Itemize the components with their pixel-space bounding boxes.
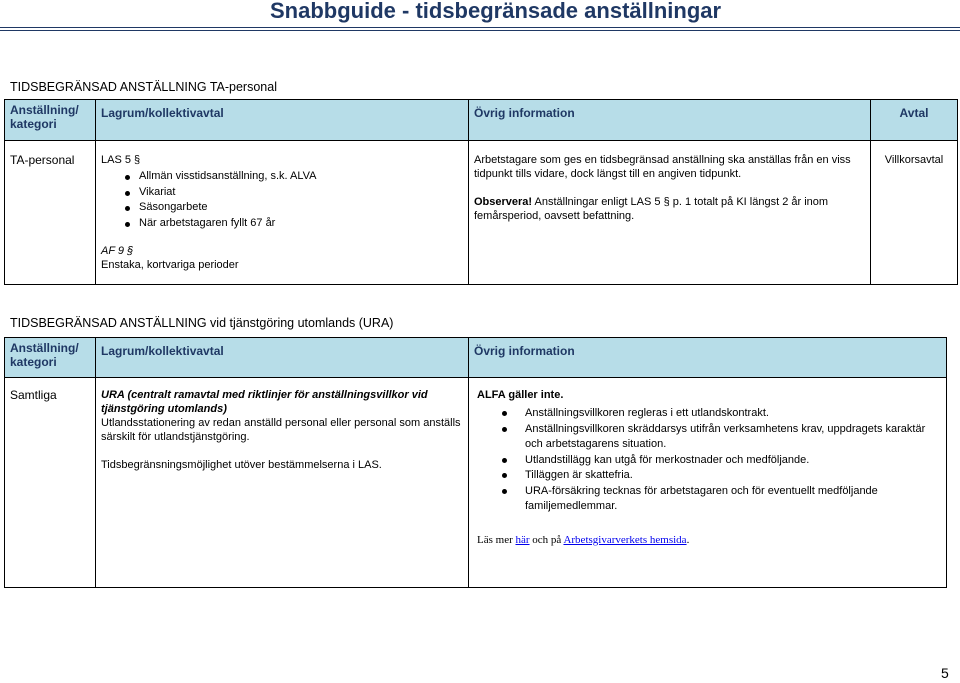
- title-rule-2: [0, 30, 960, 31]
- header-lagrum: Lagrum/kollektivavtal: [101, 344, 224, 358]
- las-reference: LAS 5 §: [101, 154, 141, 166]
- bullet-icon: [502, 411, 507, 416]
- read-more: Läs mer här och på Arbetsgivarverkets hemsida.: [477, 533, 690, 546]
- ura-note: Tidsbegränsningsmöjlighet utöver bestämmelserna i LAS.: [101, 459, 382, 471]
- info-note: [474, 195, 865, 223]
- category-cell: Samtliga: [10, 388, 57, 402]
- category-cell: TA-personal: [10, 153, 75, 167]
- af-reference: AF 9 §: [101, 245, 134, 257]
- page-number: 5: [941, 665, 949, 681]
- table-row: [5, 378, 947, 588]
- header-info: Övrig information: [474, 344, 575, 358]
- header-avtal: Avtal: [899, 106, 929, 120]
- header-category-line1: Anställning/: [10, 341, 79, 355]
- bullet-icon: [502, 458, 507, 463]
- bullet-icon: [502, 427, 507, 432]
- title-rule: [0, 27, 960, 28]
- table-header-row: [5, 338, 947, 378]
- bullet-icon: [125, 191, 130, 196]
- header-lagrum: Lagrum/kollektivavtal: [101, 106, 224, 120]
- header-category-line2: kategori: [10, 355, 57, 369]
- bullet-icon: [502, 489, 507, 494]
- list-item: URA-försäkring tecknas för arbetstagaren och för eventuellt medföljande familjemedlemmar.: [525, 484, 941, 515]
- section2-heading: TIDSBEGRÄNSAD ANSTÄLLNING vid tjänstgöring utomlands (URA): [10, 316, 394, 330]
- bullet-icon: [502, 473, 507, 478]
- list-item: Tilläggen är skattefria.: [525, 468, 941, 484]
- bullet-icon: [125, 222, 130, 227]
- section1-heading: TIDSBEGRÄNSAD ANSTÄLLNING TA-personal: [10, 80, 277, 94]
- table-row: [5, 141, 958, 285]
- las-list: [101, 169, 463, 231]
- here-link[interactable]: här: [515, 533, 530, 546]
- header-category-line1: Anställning/: [10, 103, 79, 117]
- page-title: Snabbguide - tidsbegränsade anställningar: [270, 0, 722, 23]
- bullet-icon: [125, 206, 130, 211]
- ura-text: Utlandsstationering av redan anställd personal eller personal som anställs särskilt för utlandstjänstgöring.: [101, 417, 461, 443]
- note-label: Observera!: [474, 196, 533, 208]
- list-item: Utlandstillägg kan utgå för merkostnader och medföljande.: [525, 453, 941, 469]
- agreement-cell: Villkorsavtal: [884, 154, 944, 166]
- af-text: Enstaka, kortvariga perioder: [101, 259, 239, 271]
- header-category-line2: kategori: [10, 117, 57, 131]
- ta-personal-table: [4, 99, 958, 285]
- list-item: Anställningsvillkoren regleras i ett utlandskontrakt.: [525, 406, 941, 422]
- note-text: Anställningar enligt LAS 5 § p. 1 totalt på KI längst 2 år inom femårsperiod, oavsett befattning.: [474, 196, 829, 222]
- info-paragraph: Arbetstagare som ges en tidsbegränsad anställning ska anställas från en viss tidpunkt tills vidare, dock längst till en angiven tidpunkt.: [474, 154, 851, 180]
- list-item: Säsongarbete: [139, 200, 463, 216]
- arbetsgivarverket-link[interactable]: Arbetsgivarverkets hemsida: [563, 533, 687, 546]
- alfa-note: ALFA gäller inte.: [477, 389, 564, 401]
- header-info: Övrig information: [474, 106, 575, 120]
- list-item: Vikariat: [139, 185, 463, 201]
- list-item: Anställningsvillkoren skräddarsys utifrån verksamhetens krav, uppdragets karaktär och arbetstagarens situation.: [525, 422, 941, 453]
- list-item: Allmän visstidsanställning, s.k. ALVA: [139, 169, 463, 185]
- ura-table: [4, 337, 947, 588]
- ura-info-list: [477, 406, 941, 515]
- ura-title: URA (centralt ramavtal med riktlinjer för anställningsvillkor vid tjänstgöring utomlands): [101, 389, 428, 415]
- table-header-row: [5, 100, 958, 141]
- list-item: När arbetstagaren fyllt 67 år: [139, 216, 463, 232]
- bullet-icon: [125, 175, 130, 180]
